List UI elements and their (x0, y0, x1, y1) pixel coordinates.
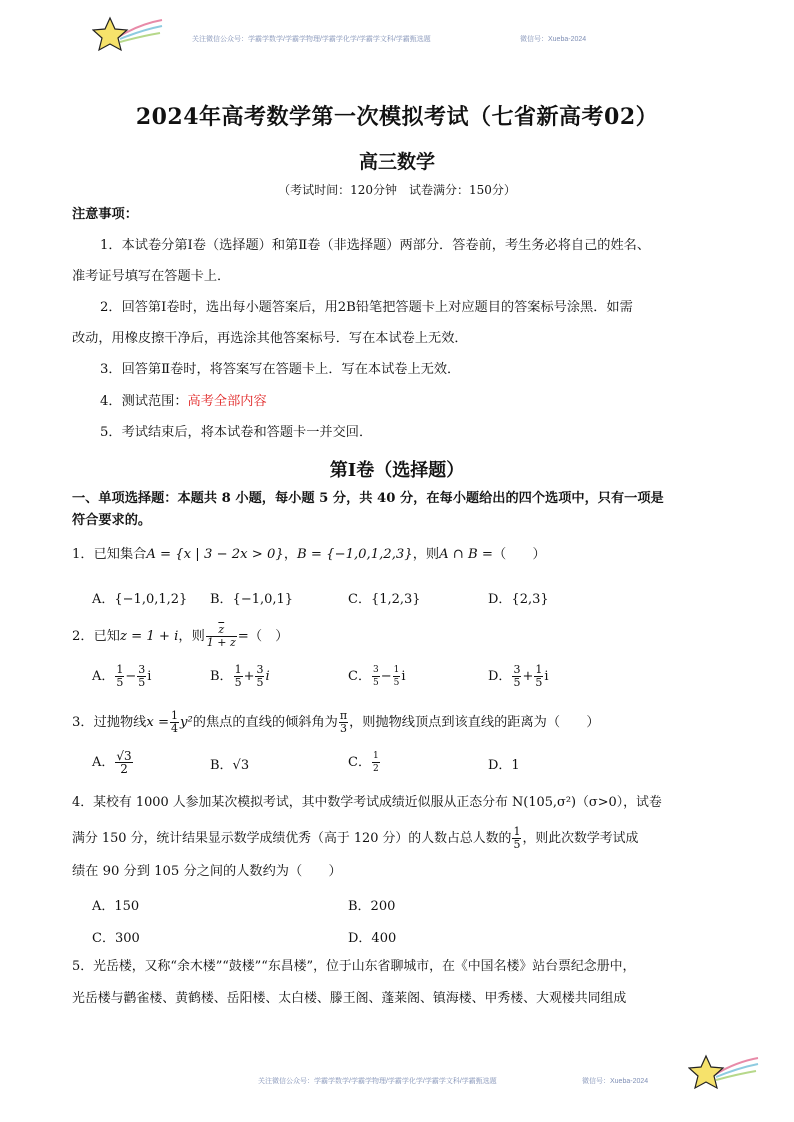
q2-c-n1: 3 (372, 665, 379, 675)
q1-option-b[interactable]: B．{−1,0,1} (210, 592, 294, 607)
exam-info: （考试时间：120分钟 试卷满分：150分） (278, 183, 516, 197)
part1-heading-a: 一、单项选择题：本题共 8 小题，每小题 5 分，共 40 分，在每小题给出的四个选项中，只有一项是 (72, 491, 664, 506)
q2-frac-num: $\overline{z}$ (206, 624, 237, 637)
q3-text-a: 3．过抛物线 (72, 715, 147, 730)
q1-option-c[interactable]: C．{1,2,3} (348, 592, 421, 607)
q3-a-frac (115, 750, 132, 775)
q4-option-d[interactable]: D．400 (348, 931, 397, 946)
note-1-b: 准考证号填写在答题卡上． (72, 269, 231, 284)
q3-option-c[interactable] (348, 750, 381, 775)
q4-frac-num: 1 (513, 825, 521, 838)
q2-d-frac2 (534, 664, 543, 689)
q2-text-b: ，则 (178, 629, 205, 644)
q3-a-num: √3 (116, 749, 132, 763)
q2-text-a: 2．已知 (72, 629, 120, 644)
q3-a-label: A． (92, 755, 115, 770)
q3-c-num: 1 (372, 751, 379, 761)
q2-c-i: i (401, 669, 406, 684)
q1-text-d: （ ） (492, 547, 546, 562)
q1-text-c: ，则 (412, 547, 440, 562)
q1-expr: A ∩ B = (439, 547, 493, 562)
q2-b-d2: 5 (256, 676, 264, 689)
q1-text-b: ， (283, 547, 297, 562)
q2-option-a[interactable] (92, 664, 151, 689)
q2-c-d1: 5 (372, 678, 379, 688)
note-3: 3．回答第Ⅱ卷时，将答案写在答题卡上．写在本试卷上无效． (100, 362, 461, 377)
q2-d-n2: 1 (535, 663, 543, 676)
q3-angle (339, 710, 348, 735)
footer-text: 关注微信公众号：学霸学数学/学霸学物理/学霸学化学/学霸学文科/学霸甄选题 (258, 1078, 497, 1085)
q1-set-a: A = {x | 3 − 2x > 0} (146, 547, 284, 562)
page-subtitle: 高三数学 (358, 151, 435, 173)
q3-coef (170, 710, 179, 735)
note-1-a: 1．本试卷分第Ⅰ卷（选择题）和第Ⅱ卷（非选择题）两部分．答卷前，考生务必将自己的姓名、 (100, 238, 651, 253)
q3-eq-right: y² (180, 715, 193, 730)
q2-c-n2: 1 (393, 665, 400, 675)
q2-option-b[interactable] (210, 664, 270, 689)
note-2-a: 2．回答第Ⅰ卷时，选出每小题答案后，用2B铅笔把答题卡上对应题目的答案标号涂黑．如需 (100, 300, 633, 315)
page-title: 2024年高考数学第一次模拟考试（七省新高考02） (135, 104, 659, 130)
q4-option-a[interactable]: A．150 (92, 899, 140, 914)
q3-option-d[interactable]: D．1 (488, 758, 520, 773)
q3-c-frac (372, 750, 380, 775)
q2-a-n1: 1 (116, 663, 124, 676)
q4-text-b2: ，则此次数学考试成 (522, 831, 639, 846)
q2-d-frac1 (512, 664, 521, 689)
q2-option-d[interactable] (488, 664, 549, 689)
note-4 (100, 393, 267, 411)
note-4-prefix: 4．测试范围： (100, 394, 188, 409)
q2-b-op: + (243, 669, 255, 684)
q3-coef-den: 4 (171, 722, 179, 735)
q2-c-frac1 (372, 664, 380, 689)
question-4-line-b (72, 826, 638, 851)
q2-c-label: C． (348, 669, 371, 684)
question-3-stem (72, 710, 600, 735)
star-footer-icon (688, 1052, 760, 1096)
q3-a-den: 2 (120, 762, 128, 776)
part1-heading-b: 符合要求的。 (72, 513, 152, 528)
note-5: 5．考试结束后，将本试卷和答题卡一并交回． (100, 425, 373, 440)
q3-angle-num: π (339, 709, 348, 722)
q2-d-i: i (544, 669, 549, 684)
q3-text-c: ，则抛物线顶点到该直线的距离为（ ） (349, 715, 600, 730)
notes-heading: 注意事项： (72, 207, 138, 222)
q3-angle-den: 3 (339, 722, 347, 735)
note-4-scope: 高考全部内容 (187, 394, 267, 409)
q3-c-den: 2 (372, 764, 379, 774)
q4-frac-den: 5 (513, 838, 521, 851)
q2-b-n1: 1 (234, 663, 242, 676)
q2-b-n2: 3 (256, 663, 264, 676)
q3-c-label: C． (348, 755, 371, 770)
section-title: 第Ⅰ卷（选择题） (329, 460, 465, 481)
q2-c-op: − (380, 669, 392, 684)
header-top-text: 关注微信公众号：学霸学数学/学霸学物理/学霸学化学/学霸学文科/学霸甄选题 (192, 36, 431, 43)
q2-a-n2: 3 (138, 663, 146, 676)
q2-d-d1: 5 (513, 676, 521, 689)
q2-a-d2: 5 (138, 676, 146, 689)
q2-option-c[interactable] (348, 664, 406, 689)
q1-option-d[interactable]: D．{2,3} (488, 592, 549, 607)
q2-a-frac1 (115, 664, 124, 689)
q2-d-d2: 5 (535, 676, 543, 689)
q4-frac (512, 826, 521, 851)
note-2-b: 改动，用橡皮擦干净后，再选涂其他答案标号．写在本试卷上无效． (72, 331, 468, 346)
question-1-stem (72, 546, 546, 564)
q2-fraction (206, 624, 237, 649)
q2-frac-den: 1 + z (206, 636, 236, 649)
q2-c-d2: 5 (393, 678, 400, 688)
q2-d-n1: 3 (513, 663, 521, 676)
q2-a-label: A． (92, 669, 115, 684)
q2-d-label: D． (488, 669, 512, 684)
q3-text-b: 的焦点的直线的倾斜角为 (192, 715, 338, 730)
q2-a-i: i (147, 669, 152, 684)
q2-c-frac2 (393, 664, 401, 689)
q1-option-a[interactable]: A．{−1,0,1,2} (92, 592, 188, 607)
q3-option-a[interactable] (92, 750, 134, 775)
q4-text-b1: 满分 150 分，统计结果显示数学成绩优秀（高于 120 分）的人数占总人数的 (72, 831, 512, 846)
question-5-line-b: 光岳楼与鹳雀楼、黄鹤楼、岳阳楼、太白楼、滕王阁、蓬莱阁、镇海楼、甲秀楼、大观楼共同组成 (72, 991, 627, 1006)
q2-a-frac2 (137, 664, 146, 689)
q2-b-frac1 (234, 664, 243, 689)
q4-option-c[interactable]: C．300 (92, 931, 140, 946)
q2-b-i: i (265, 669, 270, 684)
q3-coef-num: 1 (171, 709, 179, 722)
question-2-stem (72, 624, 288, 649)
q1-set-b: B = {−1,0,1,2,3} (297, 547, 413, 562)
question-4-line-a: 4．某校有 1000 人参加某次模拟考试，其中数学考试成绩近似服从正态分布 N(105,σ²)（σ>0），试卷 (72, 795, 662, 810)
question-5-line-a: 5．光岳楼，又称“余木楼”“鼓楼”“东昌楼”，位于山东省聊城市，在《中国名楼》站台票纪念册中， (72, 959, 636, 974)
q2-cond: z = 1 + i (119, 629, 179, 644)
q3-eq-left: x = (146, 715, 170, 730)
q2-b-d1: 5 (234, 676, 242, 689)
q2-a-d1: 5 (116, 676, 124, 689)
q2-b-label: B． (210, 669, 233, 684)
question-4-line-c: 绩在 90 分到 105 分之间的人数约为（ ） (72, 864, 342, 879)
footer-wechat: 微信号：Xueba-2024 (582, 1078, 649, 1085)
q2-eq: = (237, 629, 249, 644)
q4-option-b[interactable]: B．200 (348, 899, 396, 914)
header-top-wechat: 微信号：Xueba-2024 (520, 36, 587, 43)
q3-option-b[interactable]: B．√3 (210, 758, 250, 773)
q2-d-op: + (522, 669, 534, 684)
q2-text-c: （ ） (248, 629, 289, 644)
q2-a-op: − (125, 669, 137, 684)
star-logo-icon (92, 14, 164, 58)
q2-b-frac2 (255, 664, 264, 689)
q1-text-a: 1．已知集合 (72, 547, 147, 562)
